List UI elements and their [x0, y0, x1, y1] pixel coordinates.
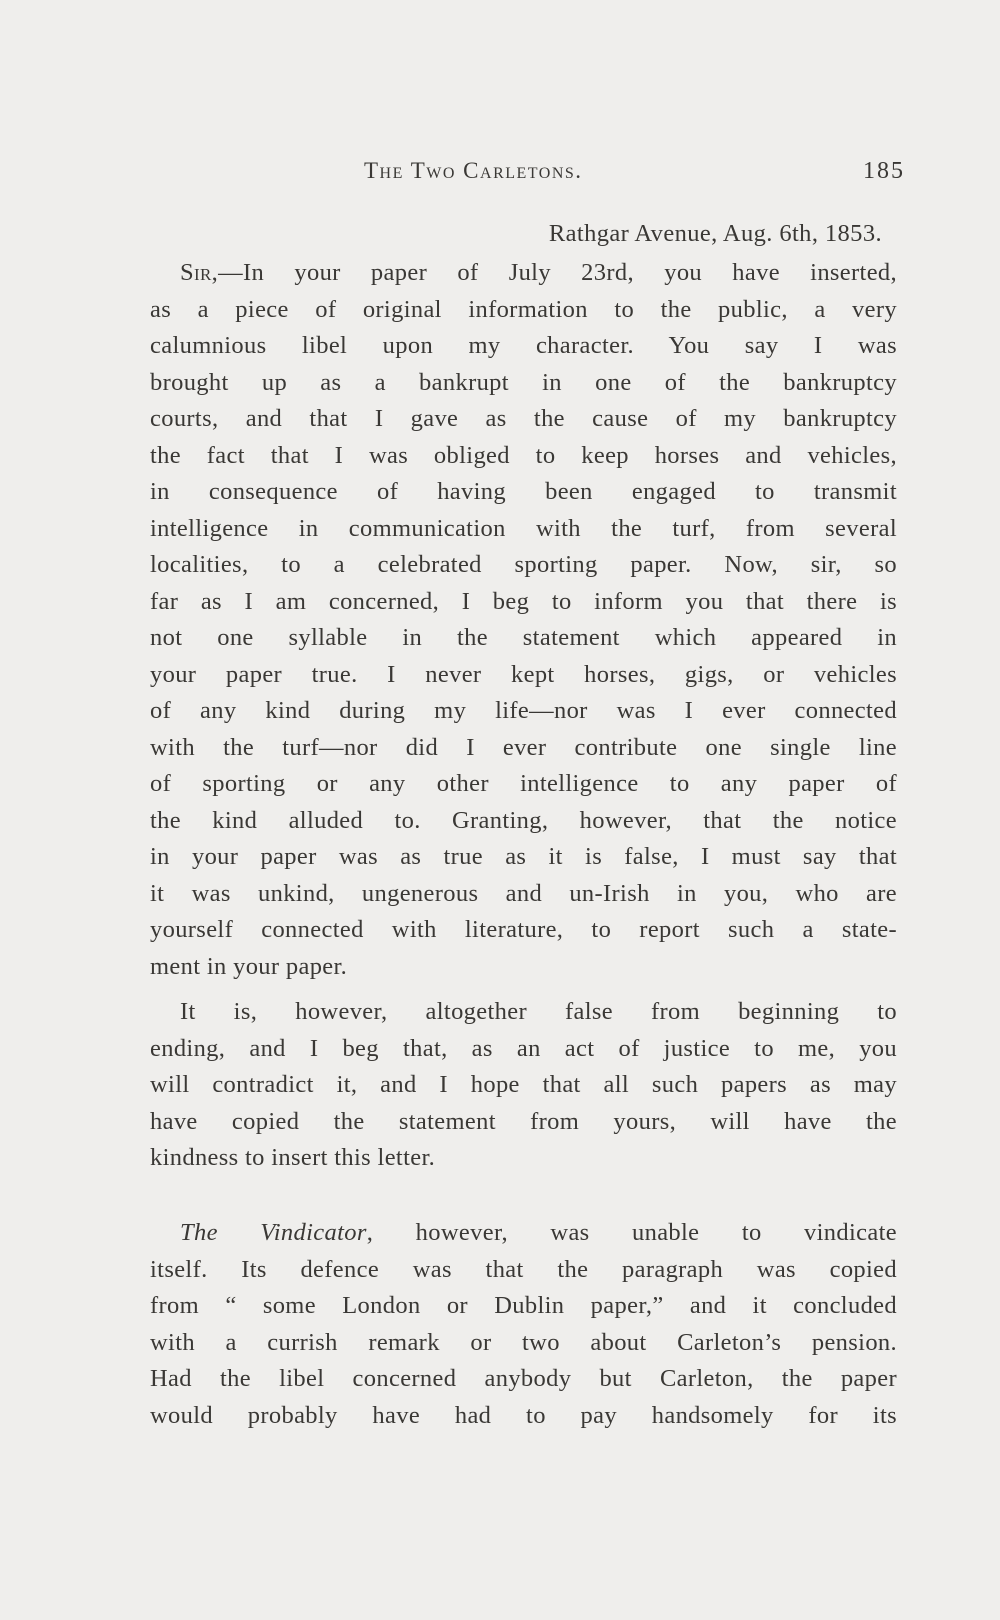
text-line: as a piece of original information to the public, a very: [150, 295, 897, 323]
text-line: itself. Its defence was that the paragraph was copied: [150, 1255, 897, 1283]
text-line: the kind alluded to. Granting, however, that the notice: [150, 806, 897, 834]
text-line: It is, however, altogether false from beginning to: [180, 998, 897, 1025]
text-line: from “ some London or Dublin paper,” and it concluded: [150, 1292, 897, 1319]
text-line: in your paper was as true as it is false, I must say that: [150, 843, 897, 870]
letter-dateline: Rathgar Avenue, Aug. 6th, 1853.: [548, 220, 882, 247]
letter-paragraph-2: [150, 994, 897, 1177]
text-line: ending, and I beg that, as an act of justice to me, you: [150, 1034, 897, 1062]
text-line: [150, 1215, 897, 1252]
text-line: the fact that I was obliged to keep horses and vehicles,: [150, 441, 897, 469]
letter-paragraph-1: [150, 255, 897, 985]
text-line: would probably have had to pay handsomely for its: [150, 1401, 897, 1429]
text-line: with a currish remark or two about Carleton’s pension.: [150, 1328, 897, 1356]
text-line-content: , however, was unable to vindicate: [366, 1219, 897, 1246]
text-line: of sporting or any other intelligence to any paper of: [150, 770, 897, 797]
text-line: not one syllable in the statement which appeared in: [150, 624, 897, 651]
text-line: it was unkind, ungenerous and un-Irish in you, who are: [150, 879, 897, 907]
text-line: courts, and that I gave as the cause of my bankruptcy: [150, 405, 897, 432]
text-line: calumnious libel upon my character. You say I was: [150, 332, 897, 359]
text-line-content: —In your paper of July 23rd, you have inserted,: [218, 259, 897, 286]
text-line: yourself connected with literature, to report such a state-: [150, 916, 897, 943]
running-title: The Two Carletons.: [364, 158, 583, 183]
text-line: your paper true. I never kept horses, gigs, or vehicles: [150, 660, 897, 688]
text-line: have copied the statement from yours, will have the: [150, 1107, 897, 1135]
text-line: brought up as a bankrupt in one of the bankruptcy: [150, 368, 897, 396]
text-line: Had the libel concerned anybody but Carleton, the paper: [150, 1365, 897, 1392]
text-line: of any kind during my life—nor was I ever connected: [150, 697, 897, 724]
text-line: with the turf—nor did I ever contribute one single line: [150, 733, 897, 761]
page-header: [150, 158, 905, 198]
text-line: localities, to a celebrated sporting paper. Now, sir, so: [150, 551, 897, 578]
page-number: 185: [863, 158, 905, 184]
text-line: far as I am concerned, I beg to inform you that there is: [150, 587, 897, 615]
text-line: will contradict it, and I hope that all such papers as may: [150, 1071, 897, 1098]
text-line: intelligence in communication with the turf, from several: [150, 514, 897, 542]
newspaper-title: The Vindicator: [180, 1219, 367, 1246]
narrative-paragraph: [150, 1215, 897, 1434]
text-line: [150, 255, 897, 292]
text-line: kindness to insert this letter.: [150, 1144, 436, 1171]
salutation: Sir,: [180, 259, 219, 286]
text-line: in consequence of having been engaged to transmit: [150, 478, 897, 505]
text-line: ment in your paper.: [150, 952, 348, 980]
